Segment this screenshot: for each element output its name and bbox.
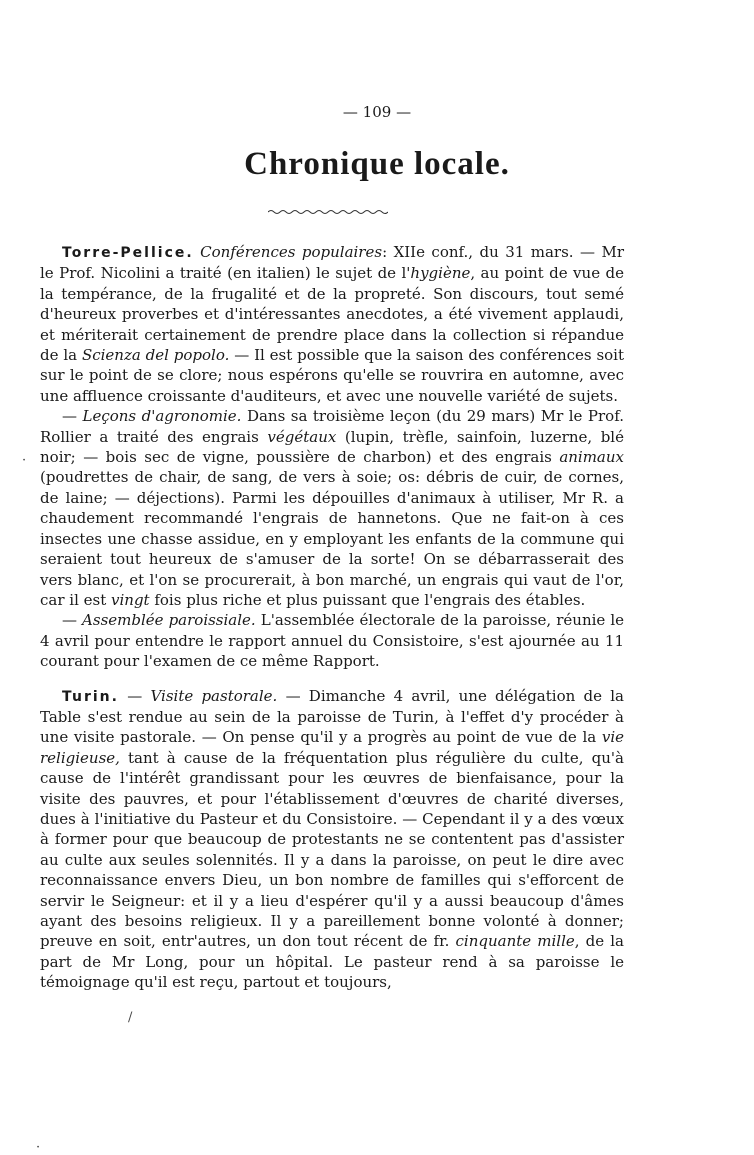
margin-mark: / xyxy=(128,1010,133,1025)
paragraph-torre-agronomie xyxy=(40,406,624,610)
emphasis-text: végétaux xyxy=(267,427,337,446)
section-label: Conférences populaires xyxy=(200,243,383,261)
paragraph-torre-assemblee xyxy=(40,610,624,671)
section-label: Leçons d'agronomie. xyxy=(82,407,242,426)
paragraph-turin-visite xyxy=(40,686,624,993)
paragraph-text: (poudrettes de chair, de sang, de vers à soie; os: débris de cuir, de cornes, de laine; — déjections). Parmi les dépouilles d'animaux à utiliser, Mr R. a chaudement recommandé l'engrais de hannetons. Que ne fait-on à ces insectes une chasse assidue, en y employant les enfants de la commune qui seraient tout heureux de s'amuser de la sorte! On se débarrasserait des vers blanc, et l'on se procurerait, à bon marché, un engrais qui vaut de l'or, car il est xyxy=(40,468,624,609)
margin-mark: · xyxy=(36,1140,41,1155)
paragraph-text: — Dimanche 4 avril, une délégation de la Table s'est rendue au sein de la paroisse de Turin, à l'effet d'y procéder à une visite pastorale. — On pense qu'il y a progrès au point de vue de la xyxy=(40,686,624,747)
paragraph-text: : XIIe conf., du 31 mars. — Mr le Prof. Nicolini a traité (en italien) le sujet de l' xyxy=(40,243,624,283)
paragraph-text: , de la part de Mr Long, pour un hôpital. Le pasteur rend à sa paroisse le témoignage qu'il est reçu, partout et toujours, xyxy=(40,932,624,992)
page-title: Chronique locale. xyxy=(244,146,510,182)
dash: — xyxy=(62,611,83,630)
dash: — xyxy=(62,407,83,426)
paragraph-text: L'assemblée électorale de la paroisse, réunie le 4 avril pour entendre le rapport annuel du Consistoire, s'est ajournée au 11 courant pour l'examen de ce même Rapport. xyxy=(40,611,624,671)
section-label: Assemblée paroissiale. xyxy=(82,611,256,630)
place-heading-torre: Torre-Pellice. xyxy=(62,245,194,261)
emphasis-text: Scienza del popolo. xyxy=(81,346,230,365)
margin-mark: · xyxy=(22,453,27,468)
article-body xyxy=(40,242,624,993)
section-label: Visite pastorale. xyxy=(150,686,278,705)
emphasis-text: animaux xyxy=(559,448,624,467)
emphasis-text: vie religieuse, xyxy=(40,728,624,767)
wavy-divider-ornament xyxy=(268,208,388,216)
paragraph-text: Dans sa troisième leçon (du 29 mars) Mr le Prof. Rollier a traité des engrais xyxy=(40,407,624,446)
paragraph-text: — Il est possible que la saison des conférences soit sur le point de se clore; nous espérons qu'elle se rouvrira en automne, avec une affluence croissante d'auditeurs, et avec une nouvelle variété de sujets. xyxy=(40,346,624,405)
emphasis-text: cinquante mille xyxy=(455,932,575,951)
paragraph-text: (lupin, trèfle, sainfoin, luzerne, blé noir; — bois sec de vigne, poussière de charbon) et des engrais xyxy=(40,427,624,467)
dash: — xyxy=(118,686,151,705)
paragraph-text: fois plus riche et plus puissant que l'engrais des étables. xyxy=(149,590,586,609)
section-gap xyxy=(40,672,624,686)
page-number: — 109 — xyxy=(342,103,412,121)
paragraph-torre-conferences xyxy=(40,242,624,406)
paragraph-text: tant à cause de la fréquentation plus régulière du culte, qu'à cause de l'intérêt grandissant pour les œuvres de bienfaisance, pour la visite des pauvres, et pour l'établissement d'œuvres de charité diverses, dues à l'initiative du Pasteur et du Consistoire. — Cependant il y a des vœux à former pour que beaucoup de protestants ne se contentent pas d'assister au culte aux seules solennités. Il y a dans la paroisse, on peut le dire avec reconnaissance envers Dieu, un bon nombre de familles qui s'efforcent de servir le Seigneur: et il y a lieu d'espérer qu'il y a aussi beaucoup d'âmes ayant des besoins religieux. Il y a pareillement bonne volonté à donner; preuve en soit, entr'autres, un don tout récent de fr. xyxy=(40,748,624,951)
paragraph-text: , au point de vue de la tempérance, de la frugalité et de la propreté. Son discours, tout semé d'heureux proverbes et d'intéressantes anecdotes, a été vivement applaudi, et mériterait certainement de prendre place dans la collection si répandue de la xyxy=(40,264,624,365)
emphasis-text: vingt xyxy=(111,590,150,609)
place-heading-turin: Turin. xyxy=(62,688,119,705)
emphasis-text: hygiène xyxy=(410,264,471,283)
